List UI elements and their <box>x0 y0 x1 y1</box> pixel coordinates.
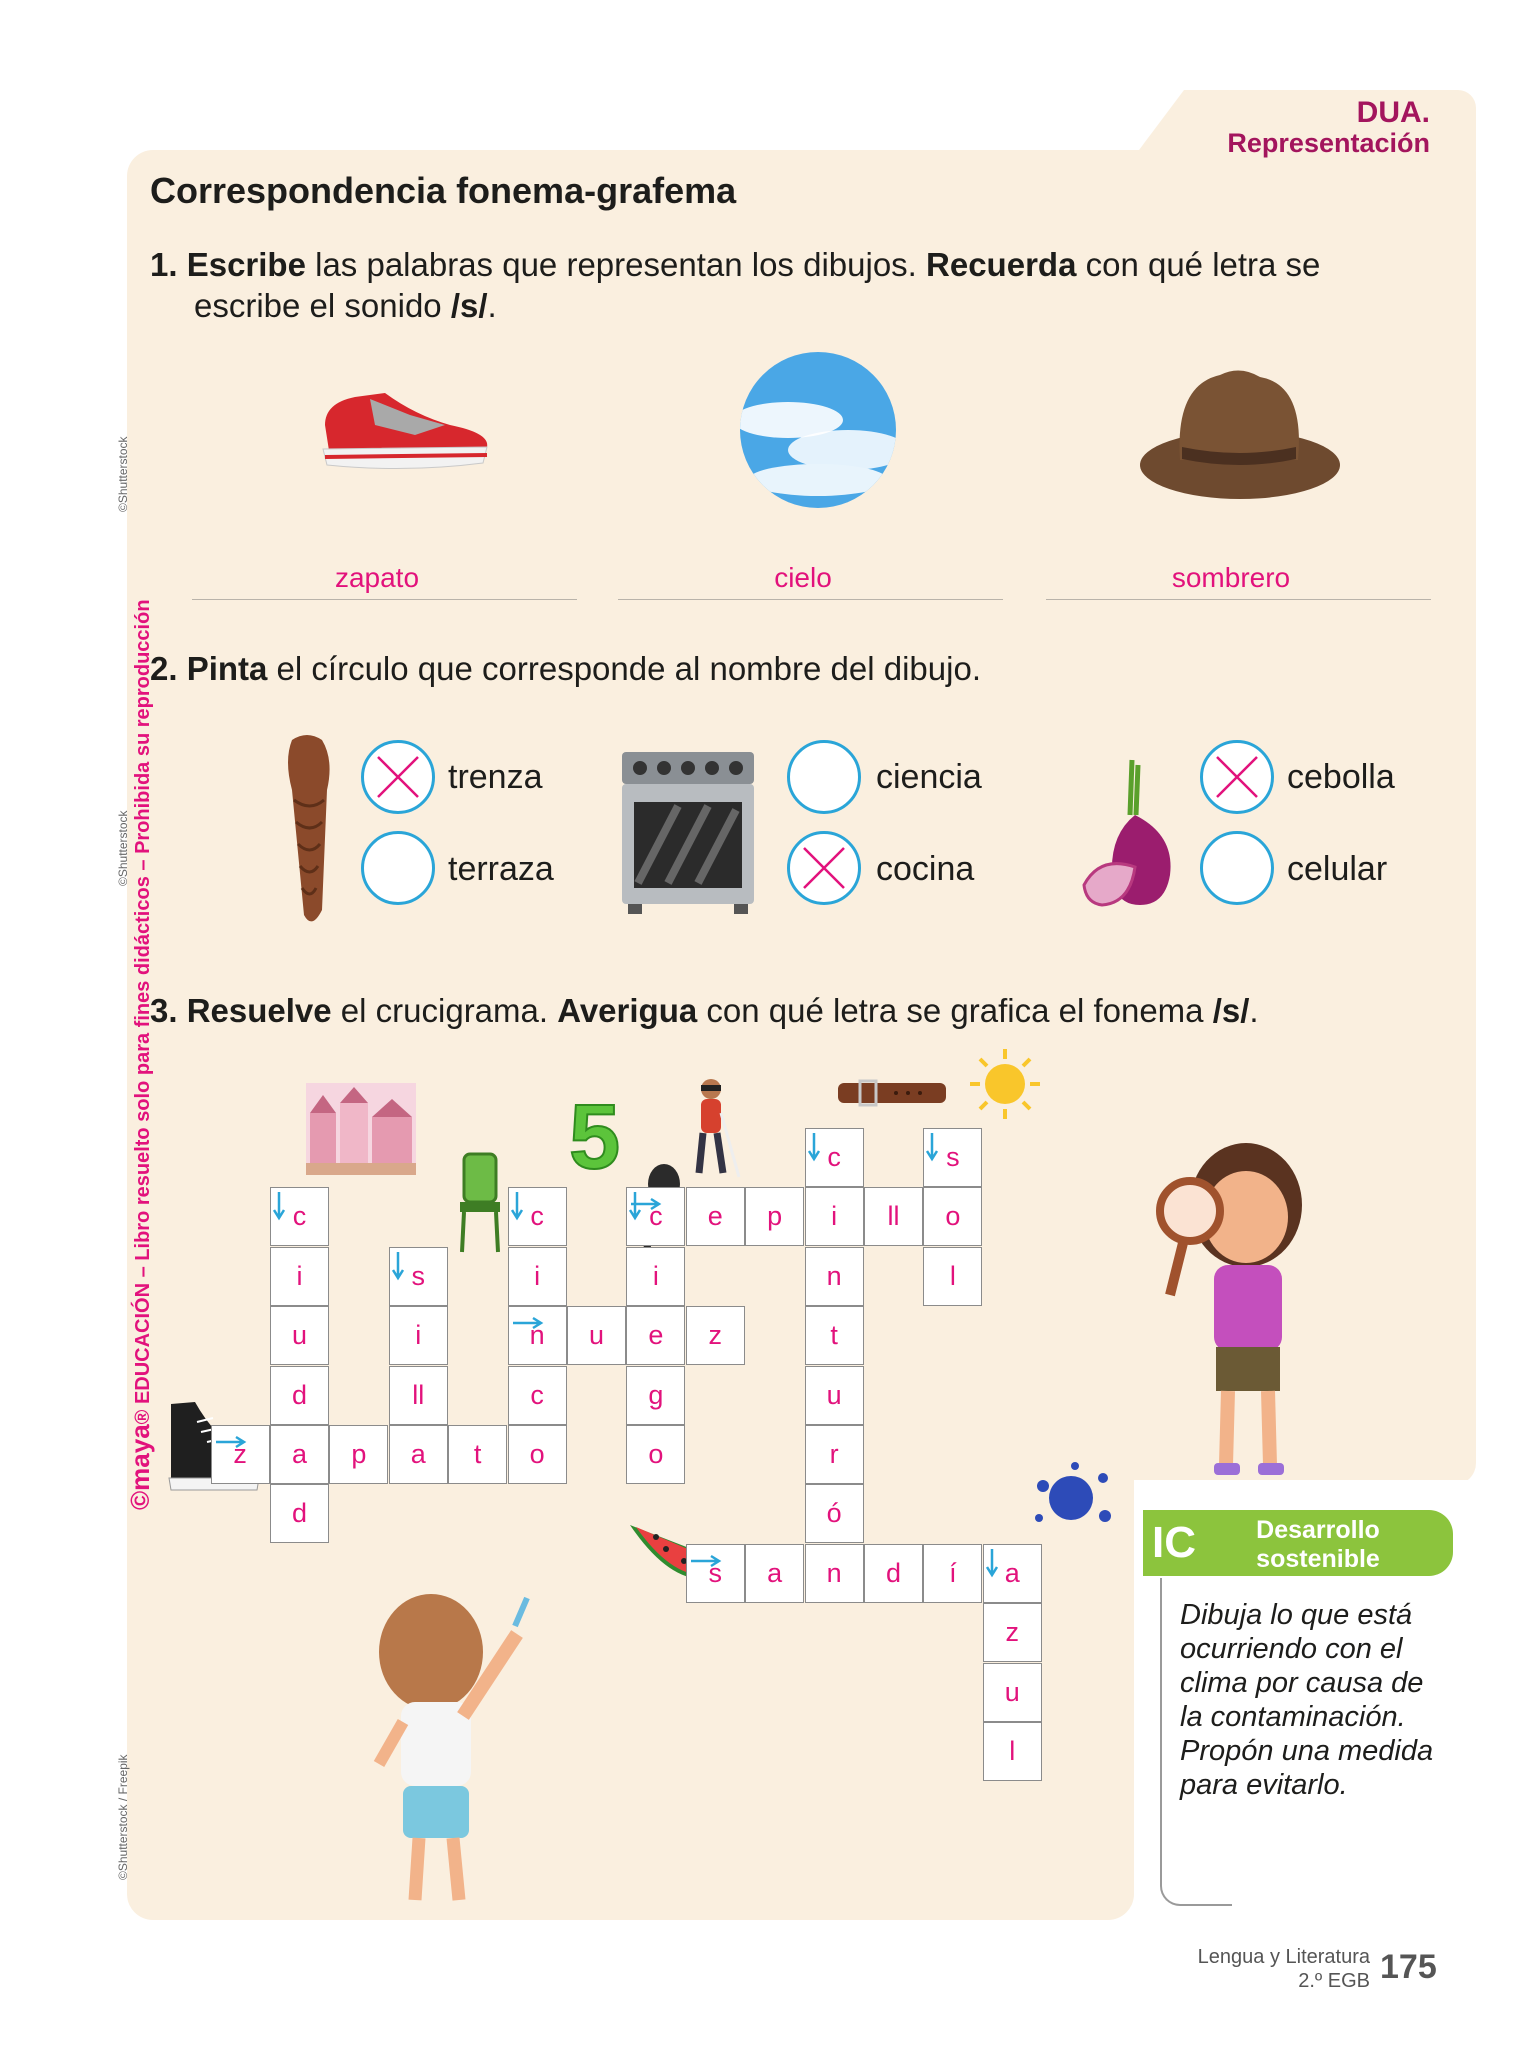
answer-2[interactable]: cielo <box>774 562 832 593</box>
answer-line <box>1046 599 1431 600</box>
crossword-cell[interactable]: a <box>389 1425 448 1484</box>
side-banner <box>125 599 156 1510</box>
instruction-text: el círculo que corresponde al nombre del dibujo. <box>267 650 981 687</box>
arrow-down-icon <box>273 1190 307 1224</box>
sustainable-title-line: Desarrollo <box>1256 1516 1380 1544</box>
crossword-cell[interactable]: d <box>864 1544 923 1603</box>
sun-image <box>968 1047 1042 1121</box>
crossword-cell[interactable]: ll <box>864 1187 923 1246</box>
crossword-cell[interactable]: z <box>983 1603 1042 1662</box>
side-banner-text: ® EDUCACIÓN – Libro resuelto solo para fines didácticos – Prohibida su reproducción <box>132 599 154 1425</box>
crossword-cell[interactable]: e <box>626 1306 685 1365</box>
sustainable-text: Dibuja lo que está ocurriendo con el clima por causa de la contaminación. Propón una medida para evitarlo. <box>1180 1599 1434 1801</box>
crossword-cell[interactable]: u <box>270 1306 329 1365</box>
question-2 <box>150 648 981 689</box>
belt-image <box>836 1075 948 1111</box>
crossword-cell[interactable]: c <box>805 1128 864 1187</box>
sustainable-title-line: sostenible <box>1256 1545 1380 1573</box>
crossword-cell[interactable]: u <box>567 1306 626 1365</box>
dua-subtitle: Representación <box>1227 128 1430 158</box>
crossword-cell[interactable]: i <box>270 1247 329 1306</box>
instruction-text: con qué letra se grafica el fonema <box>697 992 1213 1029</box>
crossword-cell[interactable]: i <box>508 1247 567 1306</box>
sky-image <box>738 350 898 510</box>
answer-line <box>618 599 1003 600</box>
option-label: terraza <box>448 850 554 888</box>
arrow-down-icon <box>808 1131 842 1165</box>
number-five-image <box>565 1090 629 1178</box>
answer-3[interactable]: sombrero <box>1171 562 1291 593</box>
crossword-cell[interactable]: u <box>805 1366 864 1425</box>
crossword-cell[interactable]: g <box>626 1366 685 1425</box>
dua-title: DUA. <box>1356 96 1430 129</box>
stove-image <box>618 748 758 918</box>
photo-credit: ©Shutterstock / Freepik <box>116 1754 130 1880</box>
option-label: ciencia <box>876 758 982 796</box>
crossword-cell[interactable]: s <box>389 1247 448 1306</box>
crossword-cell[interactable]: z <box>211 1425 270 1484</box>
boy-image <box>345 1590 545 1915</box>
hat-image <box>1130 355 1350 515</box>
question-number: 2. <box>150 650 178 687</box>
sound-label: /s/ <box>1212 992 1250 1029</box>
answer-circle[interactable] <box>361 740 435 814</box>
instruction-text: las palabras que representan los dibujos. <box>305 246 927 283</box>
question-1 <box>150 244 1450 326</box>
crossword-cell[interactable]: i <box>389 1306 448 1365</box>
crossword-cell[interactable]: d <box>270 1366 329 1425</box>
crossword-cell[interactable]: l <box>923 1247 982 1306</box>
crossword-cell[interactable]: í <box>923 1544 982 1603</box>
instruction-verb: Resuelve <box>186 992 332 1029</box>
crossword-cell[interactable]: c <box>626 1187 685 1246</box>
crossword-cell[interactable]: o <box>508 1425 567 1484</box>
option-label: cocina <box>876 850 975 888</box>
girl-with-magnifier-image <box>1148 1135 1318 1485</box>
instruction-text: . <box>1249 992 1259 1029</box>
crossword-cell[interactable]: a <box>270 1425 329 1484</box>
crossword-cell[interactable]: p <box>329 1425 388 1484</box>
instruction-text: con qué letra se <box>1076 246 1321 283</box>
crossword-cell[interactable]: s <box>686 1544 745 1603</box>
arrow-down-icon <box>986 1547 1020 1581</box>
option-label: celular <box>1287 850 1388 888</box>
instruction-verb: Escribe <box>186 246 306 283</box>
crossword-cell[interactable]: l <box>983 1722 1042 1781</box>
answer-line <box>192 599 577 600</box>
crossword-cell[interactable]: s <box>923 1128 982 1187</box>
crossword-cell[interactable]: n <box>805 1544 864 1603</box>
crossword-cell[interactable]: p <box>745 1187 804 1246</box>
question-number: 3. <box>150 992 178 1029</box>
crossword-cell[interactable]: n <box>805 1247 864 1306</box>
onion-image <box>1080 755 1190 920</box>
page-number: 175 <box>1380 1948 1437 1986</box>
sound-label: /s/ <box>450 287 488 324</box>
answer-1[interactable]: zapato <box>334 562 420 593</box>
crossword-cell[interactable]: c <box>508 1366 567 1425</box>
braid-image <box>272 730 342 930</box>
crossword-cell[interactable]: e <box>686 1187 745 1246</box>
arrow-right-icon <box>511 1309 545 1343</box>
crossword-cell[interactable]: i <box>805 1187 864 1246</box>
crossword-cell[interactable]: r <box>805 1425 864 1484</box>
crossword-cell[interactable]: ll <box>389 1366 448 1425</box>
crossword-cell[interactable]: t <box>805 1306 864 1365</box>
crossword-cell[interactable]: d <box>270 1484 329 1543</box>
instruction-text: el crucigrama. <box>331 992 558 1029</box>
instruction-verb: Pinta <box>186 650 268 687</box>
instruction-text: . <box>487 287 497 324</box>
instruction-verb: Recuerda <box>926 246 1077 283</box>
option-label: trenza <box>448 758 543 796</box>
question-number: 1. <box>150 246 178 283</box>
city-image <box>306 1083 416 1175</box>
ic-icon: IC <box>1152 1518 1196 1567</box>
instruction-text: escribe el sonido <box>194 287 451 324</box>
arrow-down-icon <box>511 1190 545 1224</box>
brand-logo: ©maya <box>125 1424 155 1510</box>
footer-subject: Lengua y Literatura <box>1197 1946 1370 1968</box>
crossword-cell[interactable]: z <box>686 1306 745 1365</box>
crossword-cell[interactable]: u <box>983 1663 1042 1722</box>
answer-circle[interactable] <box>361 831 435 905</box>
arrow-right-icon <box>689 1547 723 1581</box>
question-3 <box>150 990 1259 1031</box>
blue-splash-image <box>1025 1460 1119 1532</box>
sustainable-title <box>1218 1516 1418 1574</box>
sneaker-image <box>315 385 495 475</box>
crossword-cell[interactable]: t <box>448 1425 507 1484</box>
crossword-cell[interactable]: c <box>270 1187 329 1246</box>
crossword-cell[interactable]: o <box>923 1187 982 1246</box>
footer-grade: 2.º EGB <box>1298 1970 1370 1992</box>
option-label: cebolla <box>1287 758 1395 796</box>
arrow-right-icon <box>214 1428 248 1462</box>
chair-image <box>458 1150 502 1254</box>
answer-circle[interactable] <box>1200 831 1274 905</box>
crossword-cell[interactable]: a <box>983 1544 1042 1603</box>
photo-credit: ©Shutterstock <box>116 436 130 512</box>
svg-text:5: 5 <box>569 1090 621 1178</box>
answer-circle[interactable] <box>787 831 861 905</box>
blind-person-image <box>683 1077 743 1181</box>
photo-credit: ©Shutterstock <box>116 810 130 886</box>
section-title: Correspondencia fonema-grafema <box>150 170 737 211</box>
crossword-cell[interactable]: n <box>508 1306 567 1365</box>
answer-circle[interactable] <box>787 740 861 814</box>
instruction-verb: Averigua <box>557 992 698 1029</box>
arrow-down-icon <box>392 1250 426 1284</box>
crossword-cell[interactable]: ó <box>805 1484 864 1543</box>
crossword-cell[interactable]: a <box>745 1544 804 1603</box>
crossword-cell[interactable]: c <box>508 1187 567 1246</box>
crossword-cell[interactable]: o <box>626 1425 685 1484</box>
answer-circle[interactable] <box>1200 740 1274 814</box>
arrow-down-icon <box>629 1190 663 1224</box>
crossword-cell[interactable]: i <box>626 1247 685 1306</box>
arrow-down-icon <box>926 1131 960 1165</box>
